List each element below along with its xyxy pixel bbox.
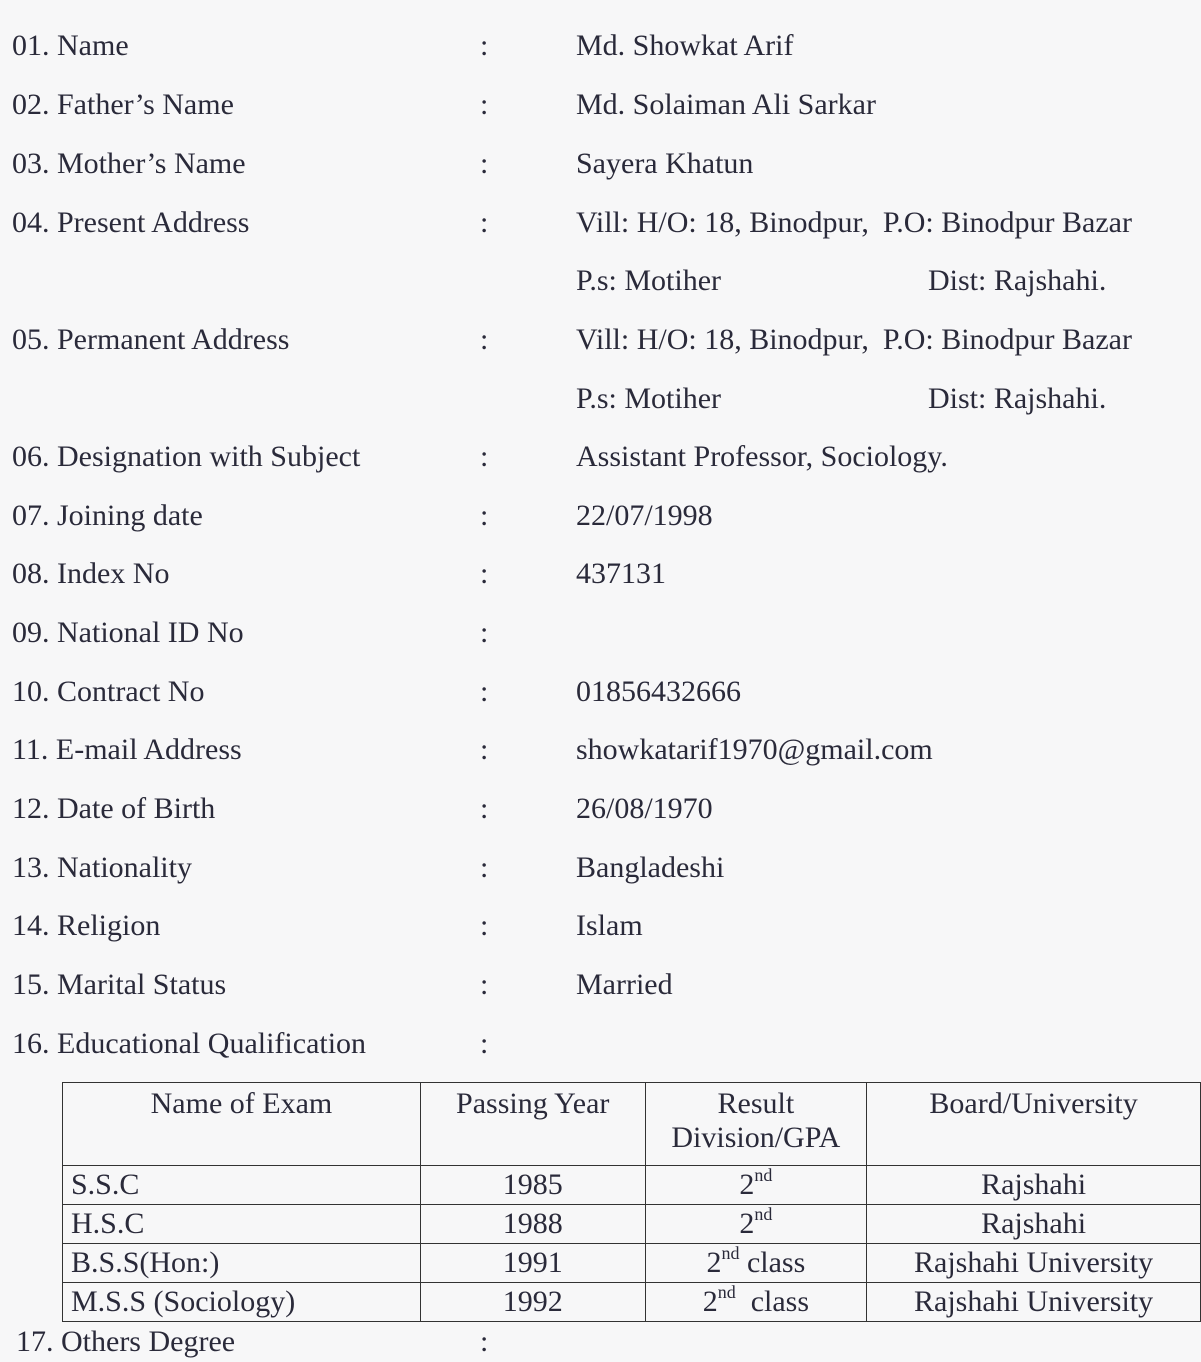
field-value (576, 320, 1132, 360)
address-district: Dist: Rajshahi. (928, 382, 1107, 415)
cell-board: Rajshahi (867, 1166, 1201, 1205)
field-value: Assistant Professor, Sociology. (576, 440, 948, 473)
field-value: Bangladeshi (576, 851, 725, 884)
field-label: 01. Name (12, 29, 129, 62)
field-marital-status (0, 965, 1201, 1005)
field-label: 12. Date of Birth (12, 792, 216, 825)
field-value: Married (576, 968, 673, 1001)
header-passing-year: Passing Year (420, 1083, 645, 1166)
field-value: 22/07/1998 (576, 499, 713, 532)
table-header-row (63, 1083, 1201, 1166)
field-value: 26/08/1970 (576, 792, 713, 825)
cell-exam: H.S.C (63, 1205, 421, 1244)
table-row (63, 1205, 1201, 1244)
present-address-line-2 (0, 261, 1201, 301)
field-value: Md. Showkat Arif (576, 29, 794, 62)
header-board-university: Board/University (867, 1083, 1201, 1166)
address-post-office: P.O: Binodpur Bazar (882, 206, 1132, 239)
header-name-of-exam: Name of Exam (63, 1083, 421, 1166)
field-index-no (0, 554, 1201, 594)
field-colon: : (480, 909, 489, 942)
cell-board: Rajshahi (867, 1205, 1201, 1244)
field-colon: : (480, 557, 489, 590)
address-police-station: P.s: Motiher (576, 264, 722, 297)
cell-exam: M.S.S (Sociology) (63, 1283, 421, 1322)
address-village: Vill: H/O: 18, Binodpur, (576, 323, 869, 356)
field-label: 10. Contract No (12, 675, 205, 708)
header-result-line-1: Result (717, 1087, 795, 1120)
cell-result: 2nd (645, 1205, 867, 1244)
field-label: 07. Joining date (12, 499, 203, 532)
field-colon: : (480, 29, 489, 62)
table-row (63, 1283, 1201, 1322)
field-colon: : (480, 733, 489, 766)
address-police-station: P.s: Motiher (576, 382, 722, 415)
field-label: 15. Marital Status (12, 968, 227, 1001)
field-email (0, 730, 1201, 770)
field-fathers-name (0, 85, 1201, 125)
field-label: 06. Designation with Subject (12, 440, 361, 473)
field-label: 03. Mother’s Name (12, 147, 246, 180)
field-label: 17. Others Degree (16, 1325, 236, 1358)
field-date-of-birth (0, 789, 1201, 829)
field-colon: : (480, 1325, 489, 1358)
field-label: 14. Religion (12, 909, 161, 942)
cell-year: 1991 (420, 1244, 645, 1283)
header-result-line-2: Division/GPA (671, 1121, 841, 1154)
table-row (63, 1244, 1201, 1283)
field-label: 16. Educational Qualification (12, 1027, 367, 1060)
field-value (576, 203, 1132, 243)
field-colon: : (480, 499, 489, 532)
cell-exam: B.S.S(Hon:) (63, 1244, 421, 1283)
field-religion (0, 906, 1201, 946)
field-label: 09. National ID No (12, 616, 244, 649)
field-colon: : (480, 675, 489, 708)
field-value: showkatarif1970@gmail.com (576, 733, 933, 766)
field-label: 13. Nationality (12, 851, 192, 884)
field-nationality (0, 848, 1201, 888)
field-label: 02. Father’s Name (12, 88, 234, 121)
cell-result: 2nd (645, 1166, 867, 1205)
field-value: Islam (576, 909, 643, 942)
field-colon: : (480, 792, 489, 825)
address-district: Dist: Rajshahi. (928, 264, 1107, 297)
field-permanent-address (0, 320, 1201, 360)
field-colon: : (480, 851, 489, 884)
field-colon: : (480, 1027, 489, 1060)
field-colon: : (480, 323, 489, 356)
field-label: 05. Permanent Address (12, 323, 290, 356)
cell-board: Rajshahi University (867, 1283, 1201, 1322)
field-value: Md. Solaiman Ali Sarkar (576, 88, 876, 121)
field-designation (0, 437, 1201, 477)
field-present-address (0, 203, 1201, 243)
cell-exam: S.S.C (63, 1166, 421, 1205)
field-colon: : (480, 440, 489, 473)
field-colon: : (480, 147, 489, 180)
field-label: 04. Present Address (12, 206, 250, 239)
header-result (645, 1083, 867, 1166)
field-joining-date (0, 496, 1201, 536)
field-value: Sayera Khatun (576, 147, 754, 180)
field-educational-qualification (0, 1024, 1201, 1064)
cell-year: 1988 (420, 1205, 645, 1244)
field-contract-no (0, 672, 1201, 712)
field-colon: : (480, 88, 489, 121)
field-colon: : (480, 968, 489, 1001)
cell-year: 1985 (420, 1166, 645, 1205)
table-row (63, 1166, 1201, 1205)
education-table (62, 1082, 1201, 1322)
permanent-address-line-2 (0, 379, 1201, 419)
address-post-office: P.O: Binodpur Bazar (882, 323, 1132, 356)
field-colon: : (480, 206, 489, 239)
field-label: 11. E-mail Address (12, 733, 242, 766)
cell-result: 2nd class (645, 1244, 867, 1283)
field-others-degree (0, 1322, 1201, 1362)
field-name (0, 26, 1201, 66)
cell-result: 2nd class (645, 1283, 867, 1322)
field-mothers-name (0, 144, 1201, 184)
field-national-id (0, 613, 1201, 653)
field-value: 437131 (576, 557, 666, 590)
field-label: 08. Index No (12, 557, 170, 590)
field-value: 01856432666 (576, 675, 741, 708)
address-village: Vill: H/O: 18, Binodpur, (576, 206, 869, 239)
cell-year: 1992 (420, 1283, 645, 1322)
field-colon: : (480, 616, 489, 649)
cell-board: Rajshahi University (867, 1244, 1201, 1283)
